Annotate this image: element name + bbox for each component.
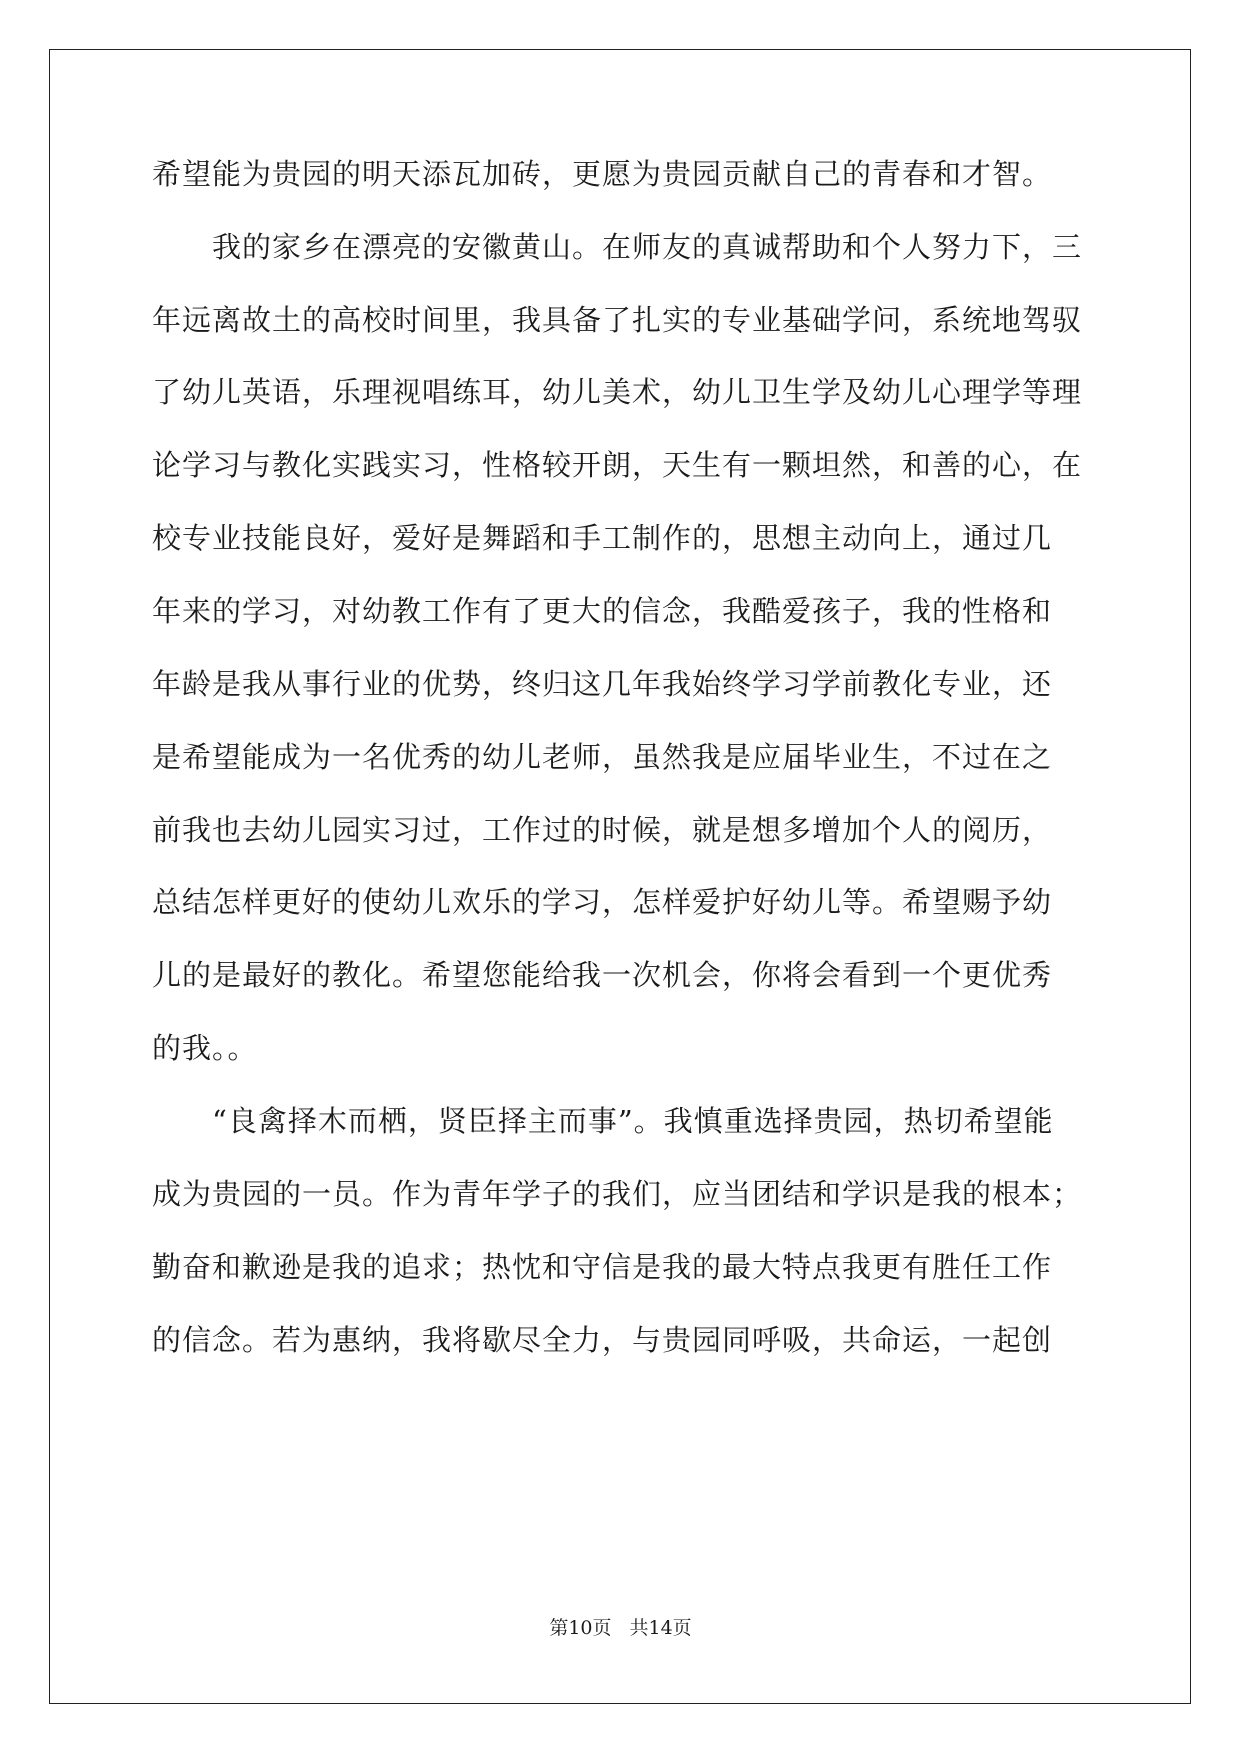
text-line: 前我也去幼儿园实习过，工作过的时候，就是想多增加个人的阅历， (152, 813, 1053, 847)
text-line: “良禽择木而栖，贤臣择主而事”。我慎重选择贵园，热切希望能 (152, 1104, 1054, 1138)
text-line: 校专业技能良好，爱好是舞蹈和手工制作的，思想主动向上，通过几 (152, 521, 1053, 555)
text-line: 我的家乡在漂亮的安徽黄山。在师友的真诚帮助和个人努力下，三 (152, 230, 1083, 264)
text-line: 年来的学习，对幼教工作有了更大的信念，我酷爱孩子，我的性格和 (152, 594, 1053, 628)
text-line: 年龄是我从事行业的优势，终归这几年我始终学习学前教化专业，还 (152, 667, 1053, 701)
page-number: 第10页 (549, 1617, 612, 1639)
text-line: 总结怎样更好的使幼儿欢乐的学习，怎样爱护好幼儿等。希望赐予幼 (152, 885, 1053, 919)
page-footer (0, 1616, 1241, 1640)
text-line: 的信念。若为惠纳，我将歇尽全力，与贵园同呼吸，共命运，一起创 (152, 1323, 1053, 1357)
page-total: 共14页 (629, 1617, 692, 1639)
text-line: 论学习与教化实践实习，性格较开朗，天生有一颗坦然，和善的心，在 (152, 448, 1083, 482)
text-line: 希望能为贵园的明天添瓦加砖，更愿为贵园贡献自己的青春和才智。 (152, 157, 1053, 191)
text-line: 年远离故土的高校时间里，我具备了扎实的专业基础学问，系统地驾驭 (152, 303, 1083, 337)
text-line: 成为贵园的一员。作为青年学子的我们，应当团结和学识是我的根本； (152, 1177, 1083, 1211)
page-border (49, 49, 1191, 1704)
text-line: 的我。。 (152, 1031, 258, 1065)
text-line: 是希望能成为一名优秀的幼儿老师，虽然我是应届毕业生，不过在之 (152, 740, 1053, 774)
text-line: 儿的是最好的教化。希望您能给我一次机会，你将会看到一个更优秀 (152, 958, 1053, 992)
text-line: 勤奋和歉逊是我的追求；热忱和守信是我的最大特点我更有胜任工作 (152, 1250, 1053, 1284)
text-line: 了幼儿英语，乐理视唱练耳，幼儿美术，幼儿卫生学及幼儿心理学等理 (152, 375, 1083, 409)
